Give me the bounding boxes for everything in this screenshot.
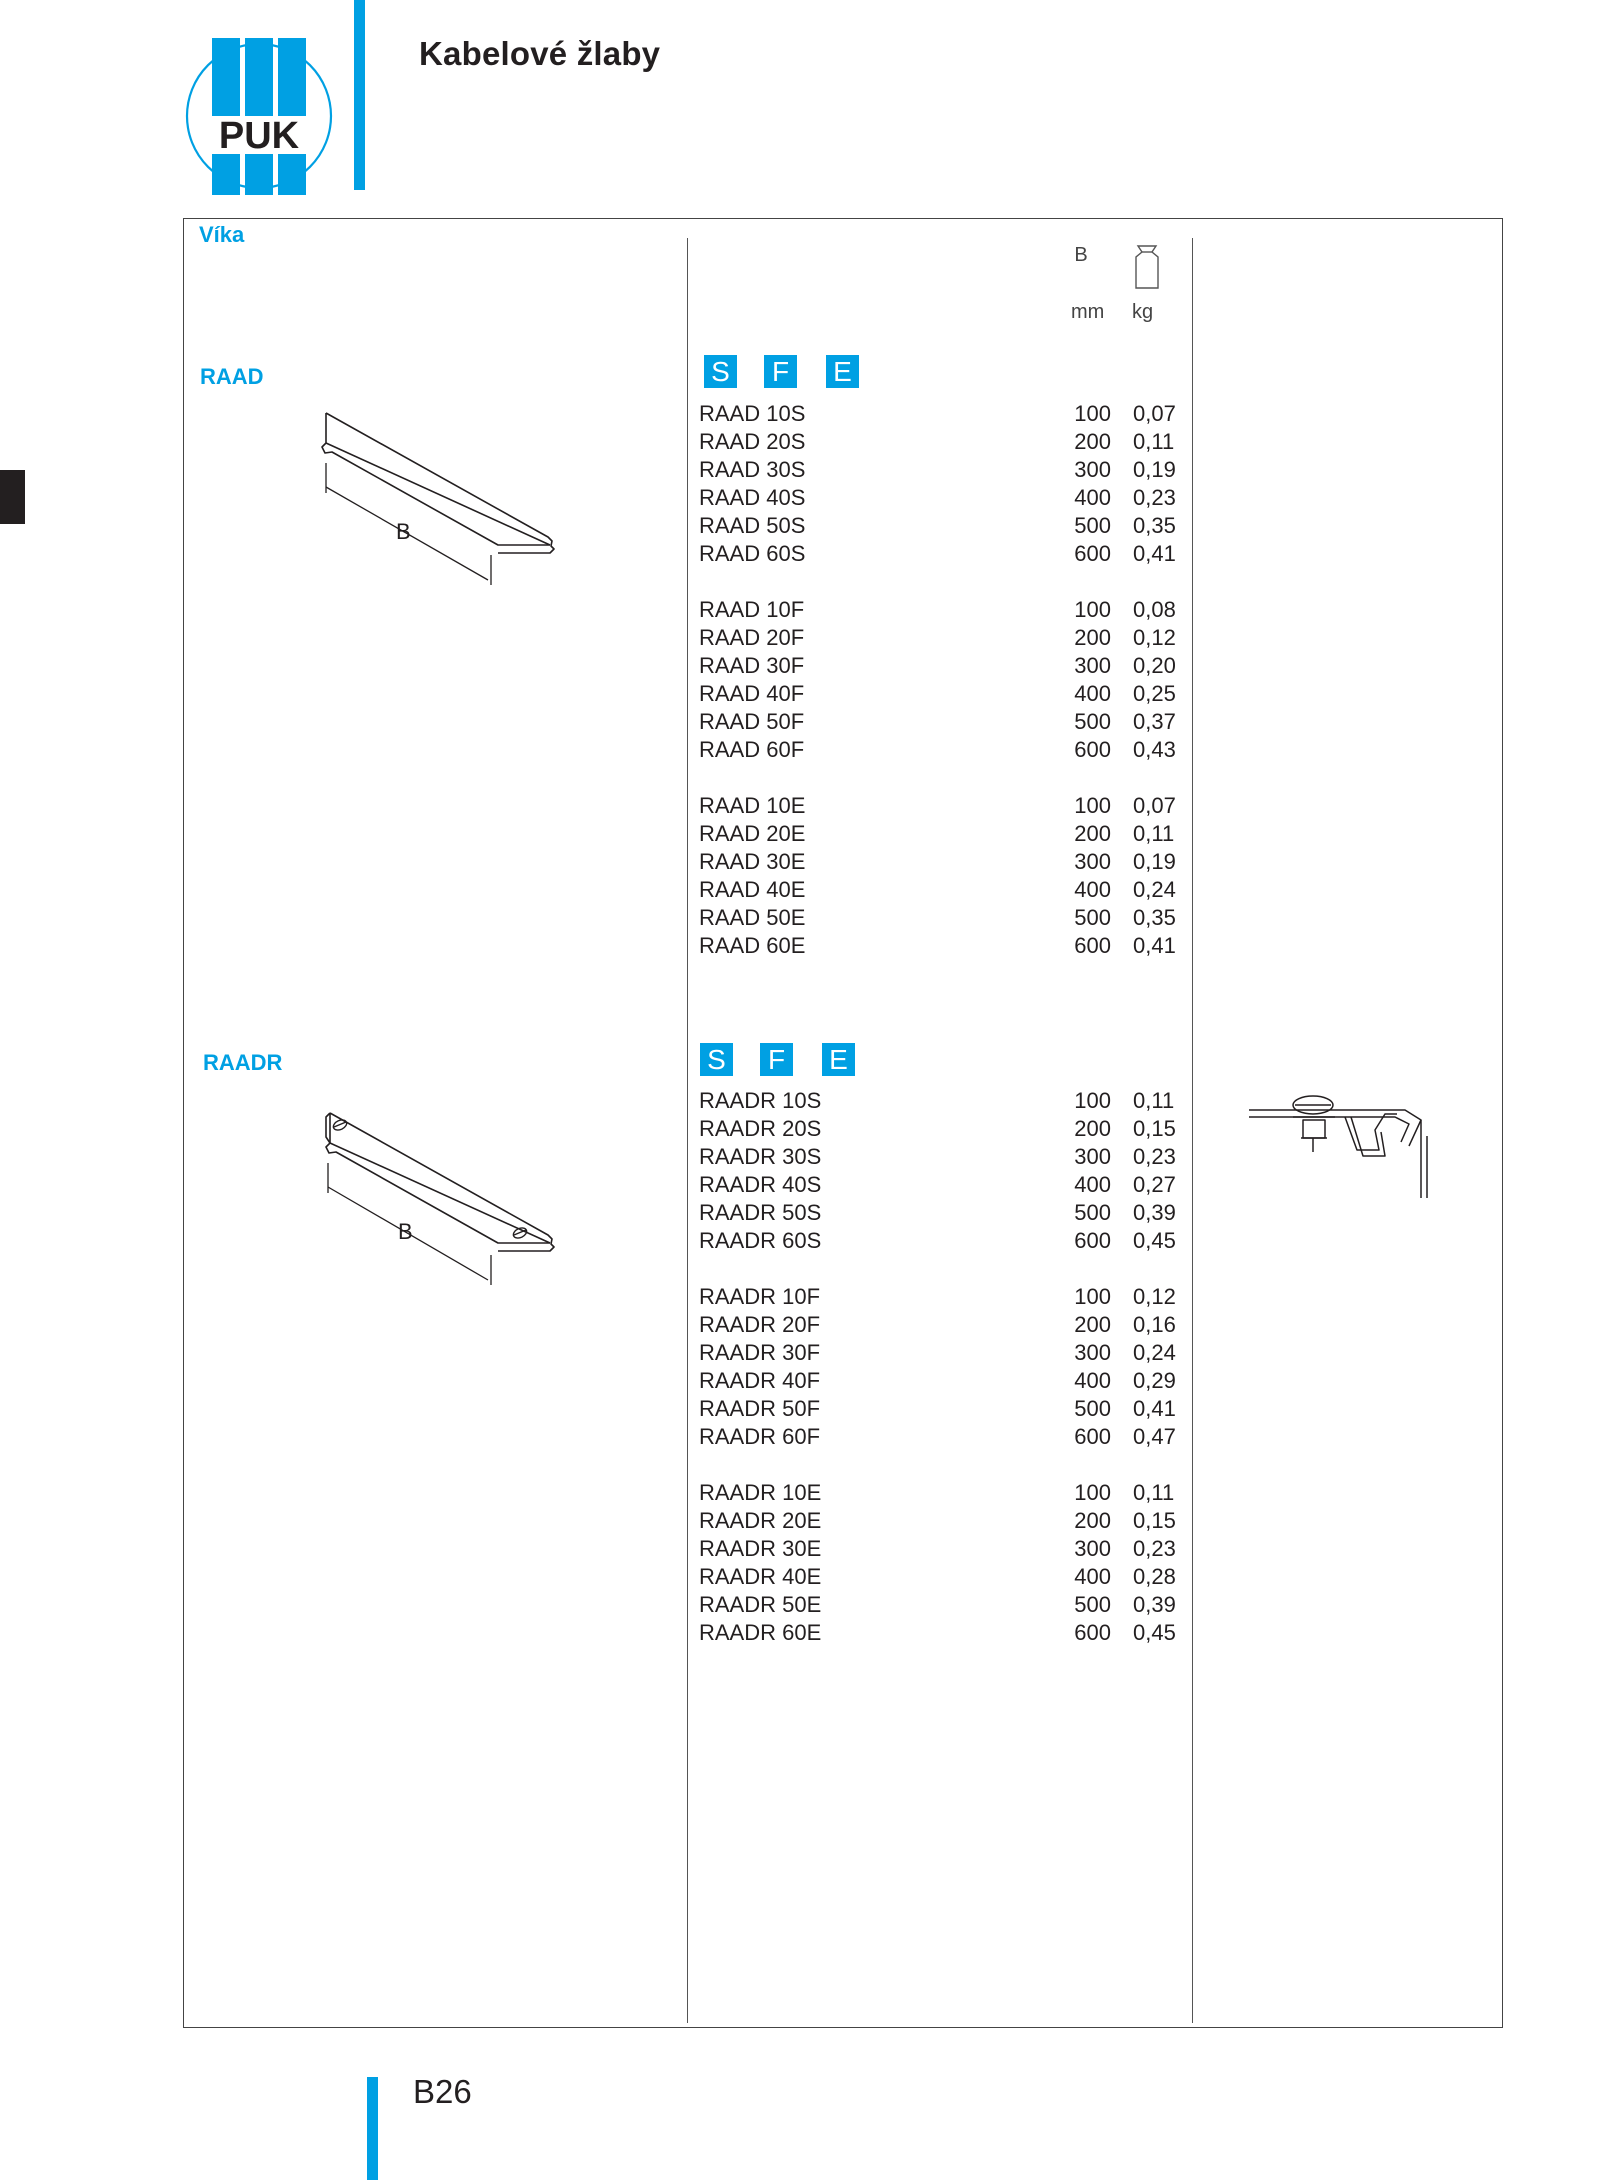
width-value: 300	[1074, 457, 1111, 482]
weight-value: 0,23	[1133, 1536, 1176, 1561]
product-code: RAADR 40F	[699, 1368, 821, 1393]
weight-value: 0,07	[1133, 793, 1176, 818]
weight-value: 0,35	[1133, 513, 1176, 538]
product-code: RAADR 20S	[699, 1116, 822, 1141]
weight-value: 0,23	[1133, 485, 1176, 510]
column-unit-mm: mm	[1071, 301, 1105, 323]
product-code: RAAD 60F	[699, 737, 805, 762]
weight-value: 0,11	[1133, 1480, 1175, 1505]
raad-dimension-label: B	[396, 519, 411, 544]
product-code: RAADR 10S	[699, 1088, 822, 1113]
weight-value: 0,11	[1133, 429, 1175, 454]
product-code: RAAD 60E	[699, 933, 806, 958]
raad-cover-drawing	[318, 405, 568, 590]
product-code: RAADR 60E	[699, 1620, 822, 1645]
product-code: RAAD 10S	[699, 401, 806, 426]
weight-icon	[1132, 243, 1162, 290]
width-value: 200	[1074, 1116, 1111, 1141]
product-code: RAADR 40E	[699, 1564, 822, 1589]
width-value: 400	[1074, 1564, 1111, 1589]
width-value: 600	[1074, 541, 1111, 566]
section-side-tab	[0, 470, 25, 524]
material-badge-s: S	[704, 355, 737, 388]
weight-value: 0,16	[1133, 1312, 1176, 1337]
material-badge-s: S	[700, 1043, 733, 1076]
weight-value: 0,11	[1133, 1088, 1175, 1113]
weight-value: 0,47	[1133, 1424, 1176, 1449]
product-code: RAADR 30F	[699, 1340, 821, 1365]
weight-value: 0,37	[1133, 709, 1176, 734]
width-value: 100	[1074, 401, 1111, 426]
weight-value: 0,15	[1133, 1508, 1176, 1533]
width-value: 300	[1074, 849, 1111, 874]
width-value: 500	[1074, 1396, 1111, 1421]
column-divider	[1192, 238, 1193, 2023]
product-code: RAAD 50E	[699, 905, 806, 930]
width-value: 500	[1074, 905, 1111, 930]
weight-value: 0,25	[1133, 681, 1176, 706]
product-code: RAAD 30E	[699, 849, 806, 874]
product-code: RAADR 50F	[699, 1396, 821, 1421]
weight-value: 0,27	[1133, 1172, 1176, 1197]
weight-value: 0,07	[1133, 401, 1176, 426]
product-title-raadr: RAADR	[203, 1050, 283, 1075]
product-code: RAADR 50S	[699, 1200, 822, 1225]
weight-value: 0,39	[1133, 1592, 1176, 1617]
product-code: RAAD 20S	[699, 429, 806, 454]
width-value: 400	[1074, 681, 1111, 706]
product-code: RAAD 30S	[699, 457, 806, 482]
raadr-mounting-detail-drawing	[1245, 1090, 1430, 1205]
width-value: 600	[1074, 1424, 1111, 1449]
product-code: RAADR 30S	[699, 1144, 822, 1169]
section-title: Víka	[199, 222, 245, 247]
width-value: 400	[1074, 1172, 1111, 1197]
width-value: 200	[1074, 429, 1111, 454]
width-value: 200	[1074, 1508, 1111, 1533]
product-code: RAAD 20F	[699, 625, 805, 650]
product-code: RAAD 30F	[699, 653, 805, 678]
page-title: Kabelové žlaby	[419, 35, 661, 72]
width-value: 200	[1074, 625, 1111, 650]
weight-value: 0,24	[1133, 1340, 1176, 1365]
weight-value: 0,35	[1133, 905, 1176, 930]
product-code: RAAD 10E	[699, 793, 806, 818]
weight-value: 0,45	[1133, 1228, 1176, 1253]
material-badge-e: E	[822, 1043, 855, 1076]
raadr-dimension-label: B	[398, 1219, 413, 1244]
width-value: 100	[1074, 1088, 1111, 1113]
puk-logo	[183, 38, 335, 195]
weight-value: 0,41	[1133, 541, 1176, 566]
width-value: 600	[1074, 933, 1111, 958]
column-header-b: B	[1074, 244, 1088, 266]
width-value: 400	[1074, 877, 1111, 902]
width-value: 300	[1074, 1340, 1111, 1365]
width-value: 300	[1074, 1144, 1111, 1169]
weight-value: 0,39	[1133, 1200, 1176, 1225]
product-code: RAADR 20E	[699, 1508, 822, 1533]
product-code: RAAD 50F	[699, 709, 805, 734]
weight-value: 0,41	[1133, 933, 1176, 958]
width-value: 500	[1074, 513, 1111, 538]
material-badge-f: F	[764, 355, 797, 388]
logo-text: PUK	[218, 115, 300, 157]
product-title-raad: RAAD	[200, 364, 264, 389]
header-accent-bar	[354, 0, 365, 190]
weight-value: 0,12	[1133, 625, 1176, 650]
weight-value: 0,23	[1133, 1144, 1176, 1169]
width-value: 500	[1074, 1592, 1111, 1617]
width-value: 600	[1074, 1228, 1111, 1253]
product-code: RAAD 40E	[699, 877, 806, 902]
weight-value: 0,19	[1133, 849, 1176, 874]
weight-value: 0,08	[1133, 597, 1176, 622]
weight-value: 0,28	[1133, 1564, 1176, 1589]
product-code: RAAD 20E	[699, 821, 806, 846]
weight-value: 0,12	[1133, 1284, 1176, 1309]
width-value: 400	[1074, 485, 1111, 510]
width-value: 600	[1074, 1620, 1111, 1645]
column-divider	[687, 238, 688, 2023]
page-number: B26	[413, 2073, 472, 2110]
product-code: RAADR 50E	[699, 1592, 822, 1617]
product-code: RAAD 40F	[699, 681, 805, 706]
width-value: 500	[1074, 709, 1111, 734]
width-value: 200	[1074, 1312, 1111, 1337]
weight-value: 0,43	[1133, 737, 1176, 762]
material-badge-e: E	[826, 355, 859, 388]
material-badge-f: F	[760, 1043, 793, 1076]
product-code: RAADR 10E	[699, 1480, 822, 1505]
weight-value: 0,20	[1133, 653, 1176, 678]
product-code: RAADR 30E	[699, 1536, 822, 1561]
product-code: RAADR 10F	[699, 1284, 821, 1309]
product-code: RAADR 40S	[699, 1172, 822, 1197]
product-code: RAAD 40S	[699, 485, 806, 510]
product-code: RAAD 50S	[699, 513, 806, 538]
width-value: 100	[1074, 793, 1111, 818]
weight-value: 0,15	[1133, 1116, 1176, 1141]
product-code: RAADR 20F	[699, 1312, 821, 1337]
width-value: 300	[1074, 1536, 1111, 1561]
width-value: 500	[1074, 1200, 1111, 1225]
width-value: 600	[1074, 737, 1111, 762]
width-value: 300	[1074, 653, 1111, 678]
weight-value: 0,41	[1133, 1396, 1176, 1421]
weight-value: 0,24	[1133, 877, 1176, 902]
raadr-cover-drawing	[318, 1105, 568, 1290]
product-code: RAAD 60S	[699, 541, 806, 566]
product-code: RAADR 60F	[699, 1424, 821, 1449]
column-unit-kg: kg	[1132, 301, 1154, 323]
width-value: 200	[1074, 821, 1111, 846]
weight-value: 0,29	[1133, 1368, 1176, 1393]
width-value: 100	[1074, 1284, 1111, 1309]
weight-value: 0,19	[1133, 457, 1176, 482]
product-code: RAADR 60S	[699, 1228, 822, 1253]
width-value: 100	[1074, 597, 1111, 622]
width-value: 400	[1074, 1368, 1111, 1393]
product-code: RAAD 10F	[699, 597, 805, 622]
weight-value: 0,45	[1133, 1620, 1176, 1645]
weight-value: 0,11	[1133, 821, 1175, 846]
footer-accent-bar	[367, 2077, 378, 2180]
width-value: 100	[1074, 1480, 1111, 1505]
